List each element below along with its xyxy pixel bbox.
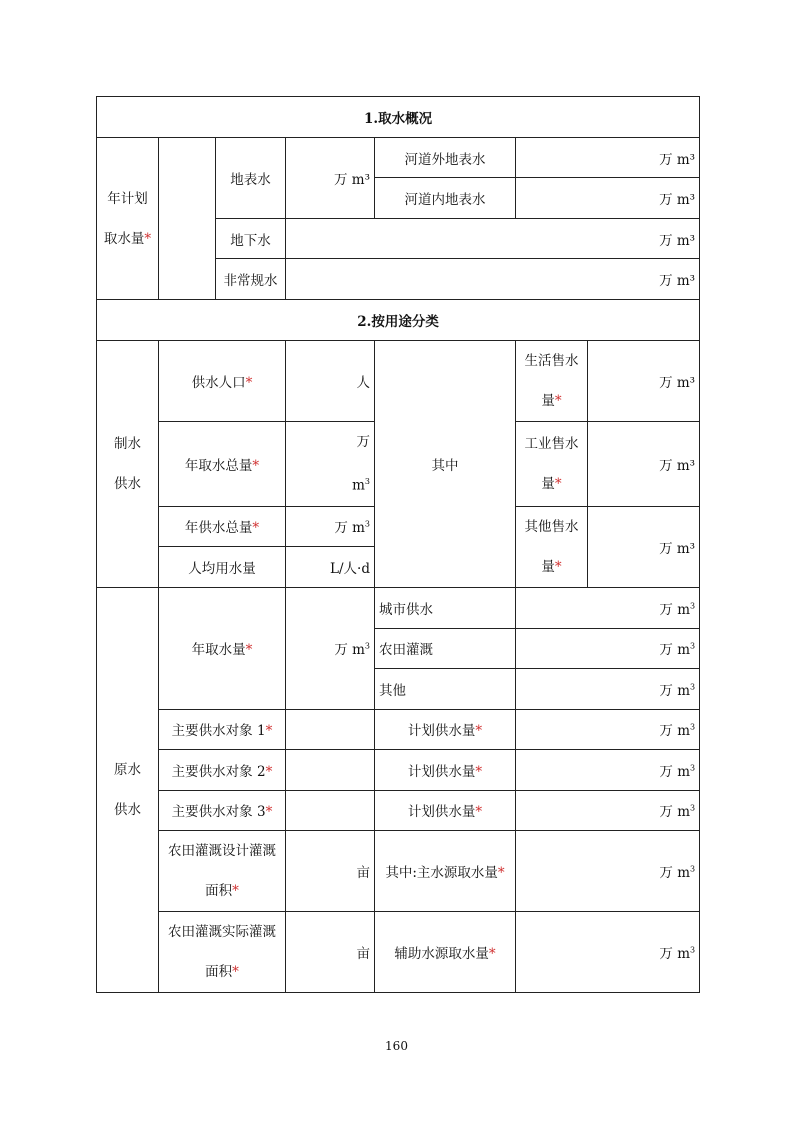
pop-served-unit: 人 — [286, 341, 375, 422]
per-capita-label: 人均用水量 — [159, 547, 286, 588]
other-label: 其他 — [375, 668, 516, 709]
plan-supply-3-label: 计划供水量* — [375, 790, 516, 830]
nonconv-water-label: 非常规水 — [216, 259, 286, 300]
river-inside-label: 河道内地表水 — [375, 178, 516, 219]
domestic-sale-value[interactable]: 万 m³ — [588, 341, 700, 422]
industrial-sale-value[interactable]: 万 m³ — [588, 422, 700, 507]
river-outside-value[interactable]: 万 m³ — [516, 138, 700, 178]
surface-water-unit: 万 m³ — [286, 138, 375, 219]
annual-supply-unit: 万 $m^3$ — [286, 506, 375, 547]
industrial-sale-label: 工业售水 量* — [516, 422, 588, 507]
section-2-title: 2.按用途分类 — [97, 300, 700, 341]
annual-plan-empty-cell — [159, 138, 216, 300]
per-capita-unit: L/人·d — [286, 547, 375, 588]
pop-served-label: 供水人口* — [159, 341, 286, 422]
design-irr-area-unit[interactable]: 亩 — [286, 830, 375, 911]
plan-supply-3-value[interactable]: 万 $m^3$ — [516, 790, 700, 830]
ground-water-label: 地下水 — [216, 219, 286, 259]
annual-withdrawal-label: 年取水总量* — [159, 422, 286, 507]
plan-supply-2-value[interactable]: 万 $m^3$ — [516, 749, 700, 790]
water-withdrawal-form — [96, 96, 700, 993]
city-supply-label: 城市供水 — [375, 587, 516, 628]
other-sale-value[interactable]: 万 m³ — [588, 506, 700, 587]
nonconv-water-value[interactable]: 万 m³ — [286, 259, 700, 300]
zhishui-label: 制水 供水 — [97, 341, 159, 588]
section-1-title: 1.取水概况 — [97, 97, 700, 138]
plan-supply-1-value[interactable]: 万 $m^3$ — [516, 709, 700, 749]
annual-plan-label: 年计划 取水量* — [97, 138, 159, 300]
farm-irrigation-label: 农田灌溉 — [375, 628, 516, 668]
aux-source-value[interactable]: 万 $m^3$ — [516, 911, 700, 992]
plan-supply-2-label: 计划供水量* — [375, 749, 516, 790]
target-1-label: 主要供水对象 1* — [159, 709, 286, 749]
plan-supply-1-label: 计划供水量* — [375, 709, 516, 749]
actual-irr-area-label: 农田灌溉实际灌溉 面积* — [159, 911, 286, 992]
page-number: 160 — [385, 1039, 408, 1053]
aux-source-label: 辅助水源取水量* — [375, 911, 516, 992]
target-1-value[interactable] — [286, 709, 375, 749]
raw-withdrawal-unit: 万 $m^3$ — [286, 587, 375, 709]
annual-supply-label: 年供水总量* — [159, 506, 286, 547]
main-source-label: 其中:主水源取水量* — [375, 830, 516, 911]
annual-withdrawal-unit: 万 $m^3$ — [286, 422, 375, 507]
actual-irr-area-unit[interactable]: 亩 — [286, 911, 375, 992]
main-source-value[interactable]: 万 $m^3$ — [516, 830, 700, 911]
ground-water-value[interactable]: 万 m³ — [286, 219, 700, 259]
target-3-label: 主要供水对象 3* — [159, 790, 286, 830]
surface-water-label: 地表水 — [216, 138, 286, 219]
river-inside-value[interactable]: 万 m³ — [516, 178, 700, 219]
other-value[interactable]: 万 $m^3$ — [516, 668, 700, 709]
qizhong-label: 其中 — [375, 341, 516, 588]
river-outside-label: 河道外地表水 — [375, 138, 516, 178]
yuanshui-label: 原水 供水 — [97, 587, 159, 992]
target-3-value[interactable] — [286, 790, 375, 830]
domestic-sale-label: 生活售水 量* — [516, 341, 588, 422]
target-2-value[interactable] — [286, 749, 375, 790]
design-irr-area-label: 农田灌溉设计灌溉 面积* — [159, 830, 286, 911]
city-supply-value[interactable]: 万 $m^3$ — [516, 587, 700, 628]
raw-withdrawal-label: 年取水量* — [159, 587, 286, 709]
target-2-label: 主要供水对象 2* — [159, 749, 286, 790]
other-sale-label: 其他售水 量* — [516, 506, 588, 587]
farm-irrigation-value[interactable]: 万 $m^3$ — [516, 628, 700, 668]
